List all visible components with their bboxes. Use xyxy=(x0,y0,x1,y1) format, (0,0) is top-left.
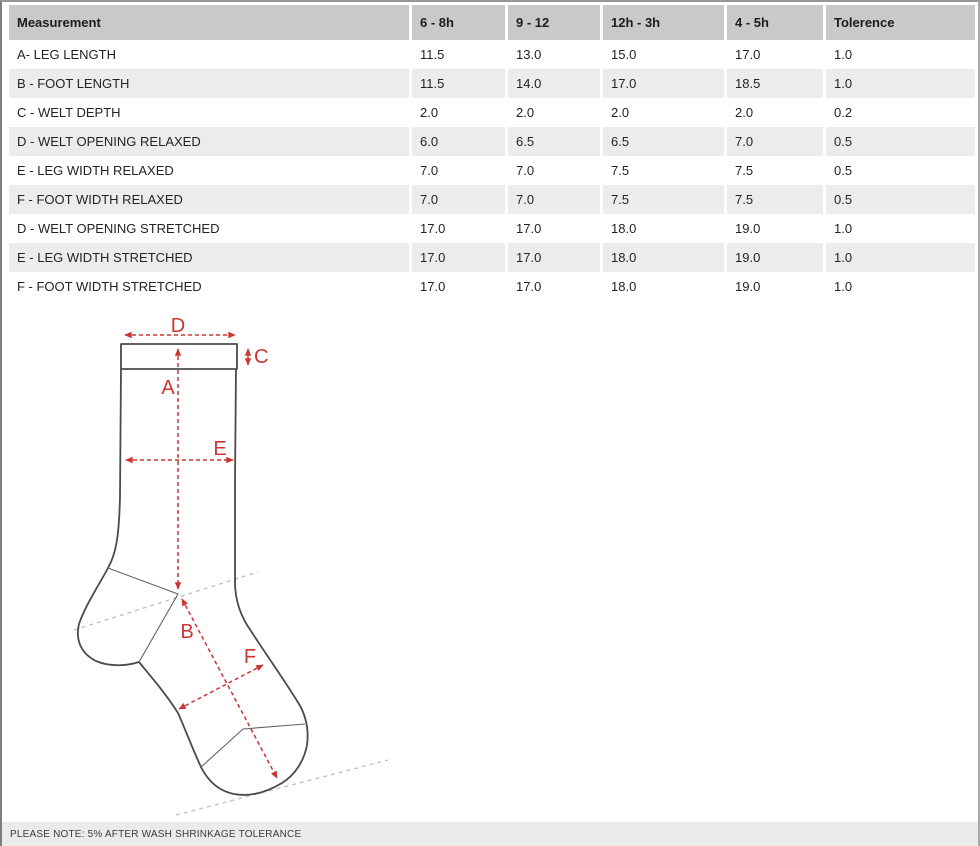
value-cell: 7.0 xyxy=(420,163,439,178)
value-cell: 17.0 xyxy=(603,69,724,98)
table-row xyxy=(9,40,975,69)
column-header-size-2: 9 - 12 xyxy=(508,5,600,40)
sock-outline xyxy=(78,369,308,795)
table-row xyxy=(9,185,975,214)
table-header-row xyxy=(9,5,975,40)
table-row xyxy=(9,98,975,127)
value-cell: 19.0 xyxy=(727,243,823,272)
measurement-label: E - LEG WIDTH STRETCHED xyxy=(9,243,409,272)
value-cell: 0.5 xyxy=(826,127,975,156)
measurement-label: E - LEG WIDTH RELAXED xyxy=(17,163,174,178)
value-cell: 7.0 xyxy=(516,163,535,178)
value-cell: 7.0 xyxy=(412,185,505,214)
table-row xyxy=(9,156,975,185)
measurement-label: C - WELT DEPTH xyxy=(17,105,121,120)
value-cell: 18.0 xyxy=(603,243,724,272)
measurement-label: B - FOOT LENGTH xyxy=(9,69,409,98)
value-cell: 17.0 xyxy=(420,279,446,294)
value-cell: 15.0 xyxy=(611,47,637,62)
value-cell: 2.0 xyxy=(611,105,630,120)
value-cell: 13.0 xyxy=(516,47,542,62)
value-cell: 7.0 xyxy=(727,127,823,156)
table-row xyxy=(9,69,975,98)
measure-F-arrow xyxy=(179,665,263,709)
column-header-tolerence: Tolerence xyxy=(826,5,975,40)
column-header-size-1: 6 - 8h xyxy=(412,5,505,40)
welt-rect xyxy=(121,344,237,369)
value-cell: 11.5 xyxy=(420,47,445,62)
value-cell: 0.2 xyxy=(834,105,853,120)
column-header-measurement: Measurement xyxy=(9,5,409,40)
value-cell: 19.0 xyxy=(735,221,761,236)
label-F: F xyxy=(243,646,257,668)
measurement-label: F - FOOT WIDTH STRETCHED xyxy=(17,279,202,294)
column-header-size-4: 4 - 5h xyxy=(727,5,823,40)
value-cell: 14.0 xyxy=(508,69,600,98)
value-cell: 6.0 xyxy=(412,127,505,156)
toe-lines xyxy=(200,724,305,768)
footer-note-text: PLEASE NOTE: 5% AFTER WASH SHRINKAGE TOLERANCE xyxy=(10,828,302,840)
heel-lines xyxy=(108,568,178,662)
size-chart-table xyxy=(9,5,975,301)
value-cell: 7.5 xyxy=(611,163,630,178)
measurement-label: A- LEG LENGTH xyxy=(17,47,116,62)
footer-note-bar xyxy=(2,822,978,846)
measurement-label: D - WELT OPENING RELAXED xyxy=(9,127,409,156)
value-cell: 2.0 xyxy=(735,105,754,120)
table-row xyxy=(9,214,975,243)
value-cell: 18.0 xyxy=(611,279,637,294)
value-cell: 18.0 xyxy=(611,221,637,236)
value-cell: 17.0 xyxy=(508,243,600,272)
measurement-label: D - WELT OPENING STRETCHED xyxy=(17,221,220,236)
value-cell: 1.0 xyxy=(834,221,853,236)
ankle-guide-line xyxy=(74,572,258,630)
table-row xyxy=(9,272,975,301)
value-cell: 17.0 xyxy=(516,279,542,294)
column-header-size-3: 12h - 3h xyxy=(603,5,724,40)
label-B: B xyxy=(180,621,194,643)
measurement-label: F - FOOT WIDTH RELAXED xyxy=(9,185,409,214)
label-E: E xyxy=(213,438,227,460)
value-cell: 1.0 xyxy=(834,47,853,62)
table-row xyxy=(9,127,975,156)
value-cell: 1.0 xyxy=(826,243,975,272)
value-cell: 7.0 xyxy=(508,185,600,214)
measure-B-arrow xyxy=(182,599,277,778)
value-cell: 6.5 xyxy=(508,127,600,156)
label-D: D xyxy=(170,315,186,337)
value-cell: 0.5 xyxy=(826,185,975,214)
ground-guide-line xyxy=(176,760,388,815)
value-cell: 17.0 xyxy=(735,47,761,62)
value-cell: 7.5 xyxy=(735,163,754,178)
value-cell: 17.0 xyxy=(420,221,446,236)
value-cell: 0.5 xyxy=(834,163,853,178)
value-cell: 7.5 xyxy=(603,185,724,214)
value-cell: 18.5 xyxy=(727,69,823,98)
value-cell: 6.5 xyxy=(603,127,724,156)
value-cell: 1.0 xyxy=(834,279,853,294)
value-cell: 17.0 xyxy=(516,221,542,236)
label-A: A xyxy=(161,377,175,399)
value-cell: 7.5 xyxy=(727,185,823,214)
value-cell: 1.0 xyxy=(826,69,975,98)
value-cell: 2.0 xyxy=(420,105,439,120)
value-cell: 11.5 xyxy=(412,69,505,98)
table-row xyxy=(9,243,975,272)
value-cell: 2.0 xyxy=(516,105,535,120)
value-cell: 19.0 xyxy=(735,279,761,294)
label-C: C xyxy=(254,346,269,368)
value-cell: 17.0 xyxy=(412,243,505,272)
